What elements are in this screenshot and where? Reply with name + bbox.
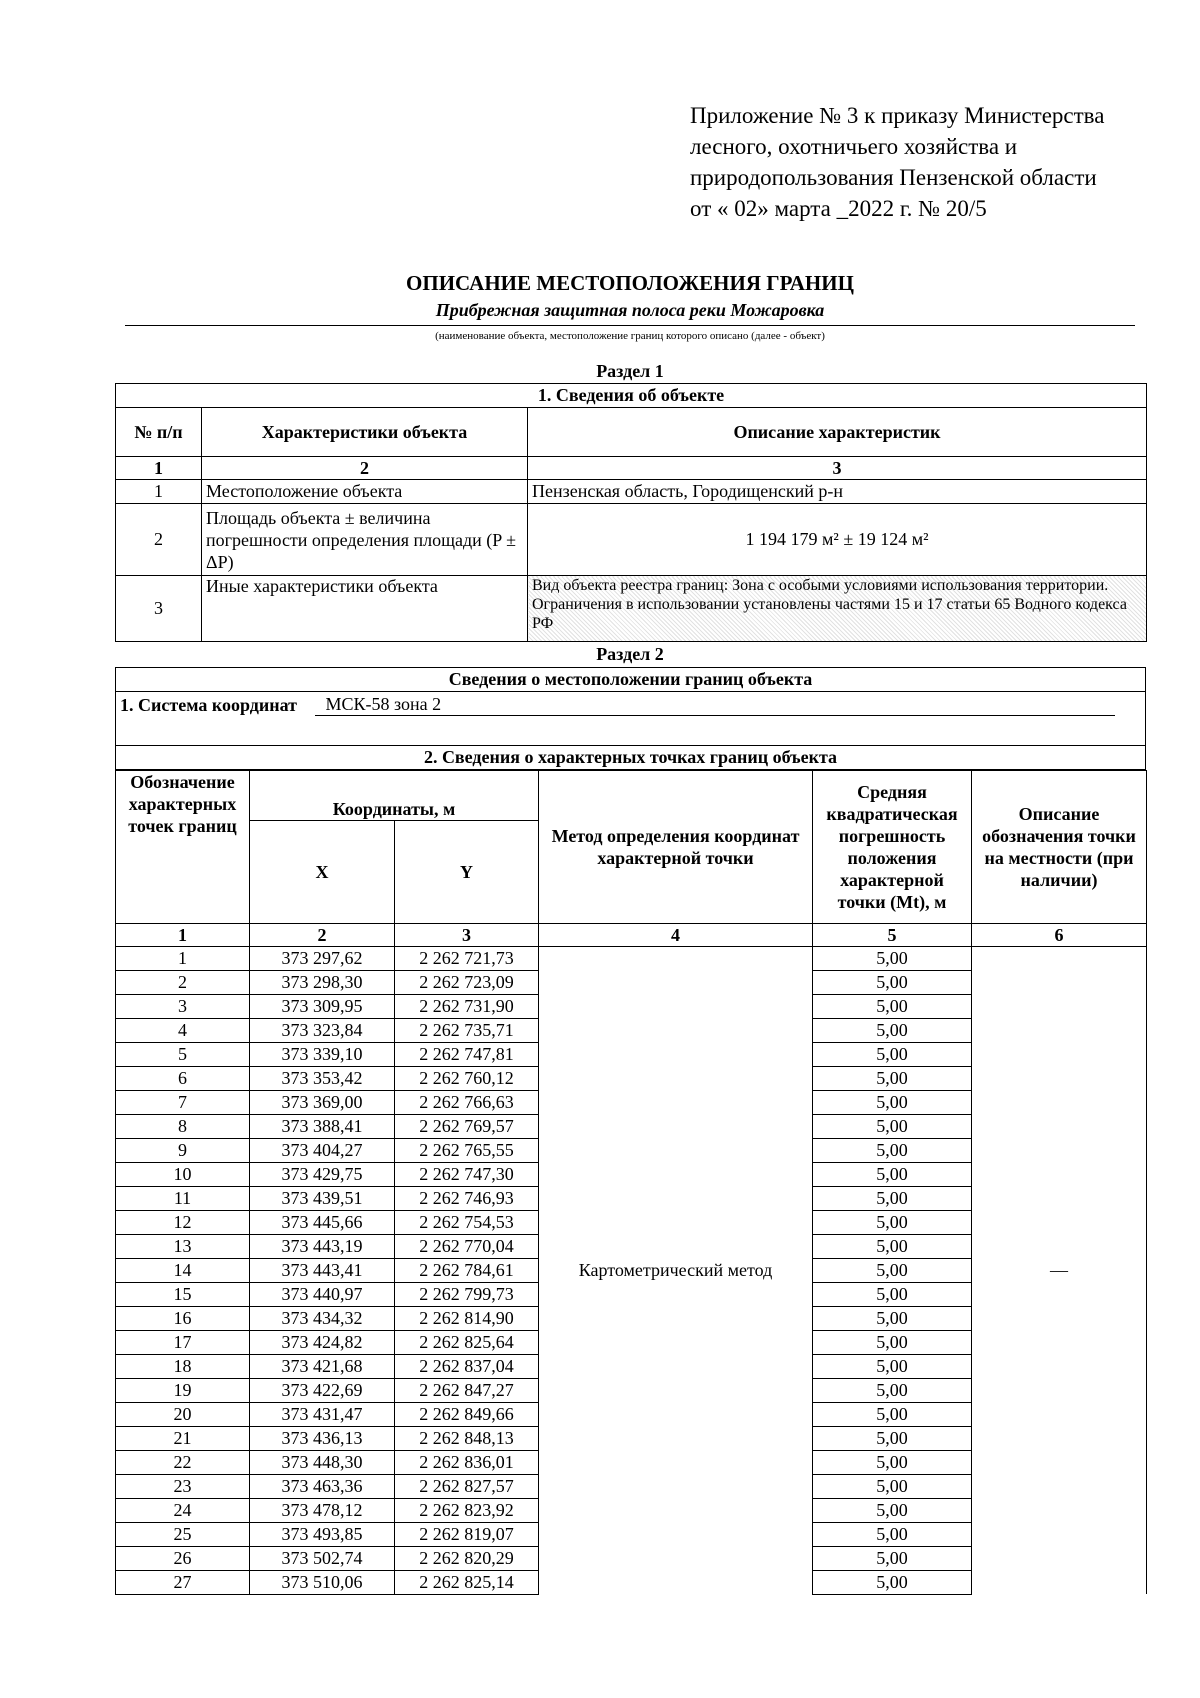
point-mt: 5,00	[813, 1210, 972, 1234]
point-x: 373 436,13	[250, 1426, 395, 1450]
index-cell: 1	[116, 923, 250, 946]
point-number: 10	[116, 1162, 250, 1186]
col-header-error: Средняя квадратическая погрешность положения характерной точки (Mt), м	[813, 771, 972, 924]
col-header-descr: Описание обозначения точки на местности (при наличии)	[972, 771, 1147, 924]
point-number: 8	[116, 1114, 250, 1138]
boundary-info-table	[115, 667, 1146, 770]
point-number: 4	[116, 1018, 250, 1042]
point-x: 373 493,85	[250, 1522, 395, 1546]
point-number: 1	[116, 946, 250, 970]
point-number: 9	[116, 1138, 250, 1162]
point-mt: 5,00	[813, 1378, 972, 1402]
point-number: 11	[116, 1186, 250, 1210]
point-y: 2 262 847,27	[395, 1378, 539, 1402]
point-x: 373 297,62	[250, 946, 395, 970]
object-info-table	[115, 383, 1147, 642]
col-header-description: Описание характеристик	[528, 408, 1147, 457]
point-number: 12	[116, 1210, 250, 1234]
point-x: 373 404,27	[250, 1138, 395, 1162]
point-mt: 5,00	[813, 1018, 972, 1042]
appendix-note-line: природопользования Пензенской области	[690, 165, 1097, 190]
point-y: 2 262 814,90	[395, 1306, 539, 1330]
point-y: 2 262 769,57	[395, 1114, 539, 1138]
col-header-coords-text: Координаты, м	[332, 799, 456, 819]
col-header-method: Метод определения координат характерной точки	[539, 771, 813, 924]
point-mt: 5,00	[813, 1426, 972, 1450]
index-cell: 2	[202, 457, 528, 480]
point-y: 2 262 837,04	[395, 1354, 539, 1378]
col-header-coords	[250, 771, 539, 821]
index-cell: 2	[250, 923, 395, 946]
point-mt: 5,00	[813, 1114, 972, 1138]
point-y: 2 262 760,12	[395, 1066, 539, 1090]
row-description: 1 194 179 м² ± 19 124 м²	[528, 504, 1147, 576]
col-header-x: X	[250, 821, 395, 924]
point-mt: 5,00	[813, 1258, 972, 1282]
point-x: 373 443,19	[250, 1234, 395, 1258]
index-cell: 6	[972, 923, 1147, 946]
point-number: 17	[116, 1330, 250, 1354]
row-num: 1	[116, 480, 202, 504]
point-number: 7	[116, 1090, 250, 1114]
point-x: 373 422,69	[250, 1378, 395, 1402]
point-mt: 5,00	[813, 946, 972, 970]
col-header-num: № п/п	[116, 408, 202, 457]
point-description-value: —	[972, 946, 1147, 1594]
point-mt: 5,00	[813, 1306, 972, 1330]
point-y: 2 262 836,01	[395, 1450, 539, 1474]
point-number: 3	[116, 994, 250, 1018]
point-x: 373 443,41	[250, 1258, 395, 1282]
points-body	[116, 946, 1147, 1594]
point-x: 373 431,47	[250, 1402, 395, 1426]
point-mt: 5,00	[813, 1234, 972, 1258]
point-mt: 5,00	[813, 1570, 972, 1594]
row-characteristic: Площадь объекта ± величина погрешности определения площади (P ± ΔP)	[202, 504, 528, 576]
point-x: 373 421,68	[250, 1354, 395, 1378]
points-title: 2. Сведения о характерных точках границ объекта	[116, 746, 1146, 770]
point-x: 373 369,00	[250, 1090, 395, 1114]
point-y: 2 262 754,53	[395, 1210, 539, 1234]
point-mt: 5,00	[813, 1162, 972, 1186]
col-header-point-text: Обозначение характерных точек границ	[128, 772, 237, 836]
point-mt: 5,00	[813, 1066, 972, 1090]
point-mt: 5,00	[813, 1042, 972, 1066]
object-name-underline	[125, 325, 1135, 326]
point-mt: 5,00	[813, 1186, 972, 1210]
boundary-info-title: Сведения о местоположении границ объекта	[116, 668, 1146, 692]
point-x: 373 448,30	[250, 1450, 395, 1474]
point-y: 2 262 721,73	[395, 946, 539, 970]
row-characteristic: Местоположение объекта	[202, 480, 528, 504]
point-number: 18	[116, 1354, 250, 1378]
point-x: 373 388,41	[250, 1114, 395, 1138]
point-y: 2 262 766,63	[395, 1090, 539, 1114]
point-y: 2 262 735,71	[395, 1018, 539, 1042]
point-x: 373 429,75	[250, 1162, 395, 1186]
section-2-label: Раздел 2	[596, 644, 664, 664]
point-number: 20	[116, 1402, 250, 1426]
point-number: 2	[116, 970, 250, 994]
point-number: 15	[116, 1282, 250, 1306]
point-mt: 5,00	[813, 994, 972, 1018]
point-y: 2 262 747,81	[395, 1042, 539, 1066]
crs-label: 1. Система координат	[120, 695, 297, 715]
col-header-point-cont	[116, 873, 250, 923]
point-number: 16	[116, 1306, 250, 1330]
object-info-title: 1. Сведения об объекте	[116, 384, 1147, 408]
point-number: 6	[116, 1066, 250, 1090]
point-number: 22	[116, 1450, 250, 1474]
point-number: 23	[116, 1474, 250, 1498]
section-1-label: Раздел 1	[596, 361, 664, 381]
point-mt: 5,00	[813, 1090, 972, 1114]
point-y: 2 262 849,66	[395, 1402, 539, 1426]
point-x: 373 445,66	[250, 1210, 395, 1234]
point-number: 5	[116, 1042, 250, 1066]
point-mt: 5,00	[813, 1498, 972, 1522]
index-cell: 5	[813, 923, 972, 946]
point-y: 2 262 784,61	[395, 1258, 539, 1282]
point-mt: 5,00	[813, 1330, 972, 1354]
point-y: 2 262 799,73	[395, 1282, 539, 1306]
appendix-note	[690, 100, 1160, 224]
point-number: 25	[116, 1522, 250, 1546]
point-y: 2 262 827,57	[395, 1474, 539, 1498]
point-mt: 5,00	[813, 1546, 972, 1570]
point-number: 14	[116, 1258, 250, 1282]
row-characteristic: Иные характеристики объекта	[202, 576, 528, 642]
point-number: 13	[116, 1234, 250, 1258]
point-y: 2 262 825,64	[395, 1330, 539, 1354]
document-title: ОПИСАНИЕ МЕСТОПОЛОЖЕНИЯ ГРАНИЦ	[406, 271, 854, 295]
point-number: 21	[116, 1426, 250, 1450]
point-y: 2 262 770,04	[395, 1234, 539, 1258]
point-row	[116, 946, 1147, 970]
point-x: 373 298,30	[250, 970, 395, 994]
point-x: 373 434,32	[250, 1306, 395, 1330]
point-mt: 5,00	[813, 1474, 972, 1498]
point-y: 2 262 819,07	[395, 1522, 539, 1546]
point-x: 373 439,51	[250, 1186, 395, 1210]
point-number: 19	[116, 1378, 250, 1402]
crs-row	[116, 692, 1146, 746]
point-y: 2 262 823,92	[395, 1498, 539, 1522]
appendix-note-line: Приложение № 3 к приказу Министерства	[690, 103, 1105, 128]
row-description: Пензенская область, Городищенский р-н	[528, 480, 1147, 504]
row-description: Вид объекта реестра границ: Зона с особыми условиями использования территории. Ограничения в использовании установлены частями 15 и 17 статьи 65 Водного кодекса РФ	[528, 576, 1147, 642]
point-mt: 5,00	[813, 1522, 972, 1546]
point-y: 2 262 747,30	[395, 1162, 539, 1186]
col-header-characteristic: Характеристики объекта	[202, 408, 528, 457]
point-number: 26	[116, 1546, 250, 1570]
point-x: 373 502,74	[250, 1546, 395, 1570]
object-name-caption: (наименование объекта, местоположение границ которого описано (далее - объект)	[435, 330, 825, 342]
object-name: Прибрежная защитная полоса реки Можаровка	[435, 300, 825, 320]
point-y: 2 262 746,93	[395, 1186, 539, 1210]
appendix-note-line: от « 02» марта _2022 г. № 20/5	[690, 196, 987, 221]
point-y: 2 262 825,14	[395, 1570, 539, 1594]
point-x: 373 323,84	[250, 1018, 395, 1042]
points-table	[115, 770, 1147, 1595]
point-mt: 5,00	[813, 1450, 972, 1474]
point-mt: 5,00	[813, 1354, 972, 1378]
point-x: 373 510,06	[250, 1570, 395, 1594]
col-header-y: Y	[395, 821, 539, 924]
index-cell: 3	[528, 457, 1147, 480]
point-mt: 5,00	[813, 1138, 972, 1162]
point-mt: 5,00	[813, 970, 972, 994]
point-x: 373 353,42	[250, 1066, 395, 1090]
point-x: 373 463,36	[250, 1474, 395, 1498]
point-x: 373 478,12	[250, 1498, 395, 1522]
point-mt: 5,00	[813, 1402, 972, 1426]
index-cell: 1	[116, 457, 202, 480]
point-mt: 5,00	[813, 1282, 972, 1306]
point-number: 27	[116, 1570, 250, 1594]
point-x: 373 440,97	[250, 1282, 395, 1306]
point-y: 2 262 848,13	[395, 1426, 539, 1450]
point-number: 24	[116, 1498, 250, 1522]
appendix-note-line: лесного, охотничьего хозяйства и	[690, 134, 1018, 159]
point-x: 373 309,95	[250, 994, 395, 1018]
index-cell: 4	[539, 923, 813, 946]
point-y: 2 262 820,29	[395, 1546, 539, 1570]
method-value: Картометрический метод	[539, 946, 813, 1594]
point-x: 373 339,10	[250, 1042, 395, 1066]
crs-value: МСК-58 зона 2	[315, 694, 1115, 716]
point-y: 2 262 731,90	[395, 994, 539, 1018]
col-header-point	[116, 771, 250, 874]
point-y: 2 262 765,55	[395, 1138, 539, 1162]
point-y: 2 262 723,09	[395, 970, 539, 994]
row-num: 2	[116, 504, 202, 576]
point-x: 373 424,82	[250, 1330, 395, 1354]
row-num: 3	[116, 576, 202, 642]
index-cell: 3	[395, 923, 539, 946]
